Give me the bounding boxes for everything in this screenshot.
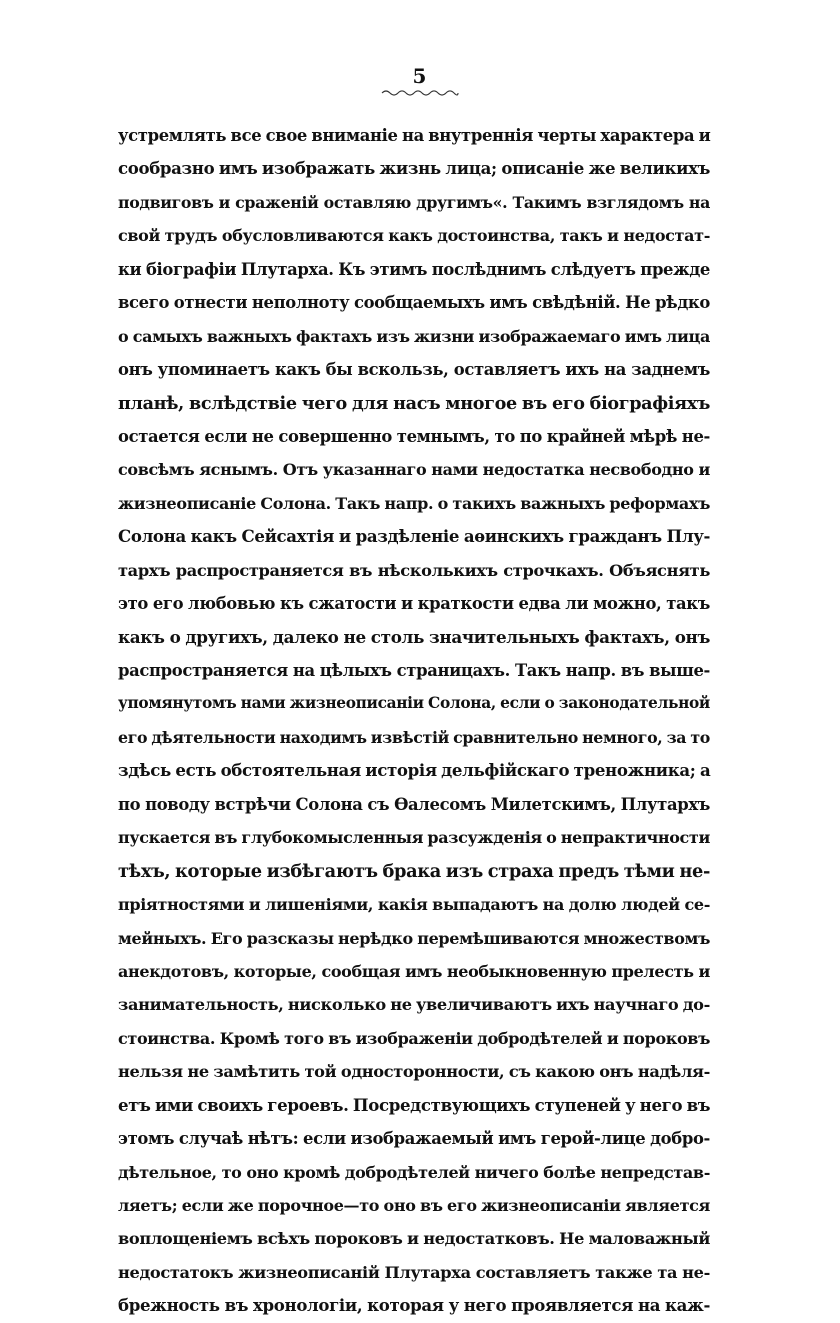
text-line: сообразно имъ изображать жизнь лица; описаніе же великихъ	[118, 158, 710, 179]
body-text	[118, 119, 710, 1323]
text-line: подвиговъ и сраженій оставляю другимъ«. Такимъ взглядомъ на	[118, 192, 710, 212]
decorative-wave-ornament	[380, 88, 460, 98]
text-line: жизнеописаніе Солона. Такъ напр. о такихъ важныхъ реформахъ	[118, 493, 710, 513]
text-line: остается если не совершенно темнымъ, то по крайней мѣрѣ не-	[118, 426, 710, 446]
text-line: упомянутомъ нами жизнеописаніи Солона, если о законодательной	[118, 694, 710, 713]
text-line: етъ ими своихъ героевъ. Посредствующихъ ступеней у него въ	[118, 1094, 711, 1115]
text-line: о самыхъ важныхъ фактахъ изъ жизни изображаемаго имъ лица	[118, 326, 710, 346]
text-line: ки біографіи Плутарха. Къ этимъ послѣднимъ слѣдуетъ прежде	[118, 259, 710, 279]
text-line: тѣхъ, которые избѣгаютъ брака изъ страха предъ тѣми не-	[118, 860, 710, 882]
text-line: всего отнести неполноту сообщаемыхъ имъ свѣдѣній. Не рѣдко	[118, 293, 710, 313]
text-line: здѣсь есть обстоятельная исторія дельфійскаго треножника; а	[118, 760, 711, 781]
text-line: онъ упоминаетъ какъ бы вскользь, оставляетъ ихъ на заднемъ	[118, 360, 710, 380]
text-line: это его любовью къ сжатости и краткости едва ли можно, такъ	[118, 594, 710, 614]
text-line: пріятностями и лишеніями, какія выпадаютъ на долю людей се-	[118, 895, 710, 915]
text-line: пускается въ глубокомысленныя разсужденія о непрактичности	[118, 828, 710, 848]
text-line: мейныхъ. Его разсказы нерѣдко перемѣшиваются множествомъ	[118, 928, 710, 948]
text-line: стоинства. Кромѣ того въ изображеніи добродѣтелей и пороковъ	[118, 1028, 710, 1048]
text-line: недостатокъ жизнеописаній Плутарха составляетъ также та не-	[118, 1262, 710, 1282]
text-line: совсѣмъ яснымъ. Отъ указаннаго нами недостатка несвободно и	[118, 460, 710, 480]
text-line: занимательность, нисколько не увеличиваютъ ихъ научнаго до-	[118, 995, 710, 1015]
text-line: по поводу встрѣчи Солона съ Ѳалесомъ Милетскимъ, Плутархъ	[118, 794, 710, 814]
text-line: дѣтельное, то оно кромѣ добродѣтелей ничего болѣе непредстав-	[118, 1162, 710, 1182]
page-number: 5	[412, 64, 428, 88]
text-line: планѣ, вслѣдствіе чего для насъ многое въ его біографіяхъ	[118, 392, 710, 414]
text-line: Солона какъ Сейсахтія и раздѣленіе аѳинскихъ гражданъ Плу-	[118, 526, 710, 547]
text-line: этомъ случаѣ нѣтъ: если изображаемый имъ герой-лице добро-	[118, 1129, 710, 1149]
text-line: свой трудъ обусловливаются какъ достоинства, такъ и недостат-	[118, 226, 710, 246]
text-line: тархъ распространяется въ нѣсколькихъ строчкахъ. Объяснять	[118, 560, 710, 580]
text-line: распространяется на цѣлыхъ страницахъ. Такъ напр. въ выше-	[118, 661, 710, 680]
text-line: анекдотовъ, которые, сообщая имъ необыкновенную прелесть и	[118, 961, 710, 981]
text-line: ляетъ; если же порочное—то оно въ его жизнеописаніи является	[118, 1196, 710, 1215]
text-line: устремлять все свое вниманіе на внутреннія черты характера и	[118, 126, 711, 145]
text-line: его дѣятельности находимъ извѣстій сравнительно немного, за то	[118, 727, 710, 747]
text-line: воплощеніемъ всѣхъ пороковъ и недостатковъ. Не маловажный	[118, 1229, 710, 1249]
text-line: нельзя не замѣтить той односторонности, съ какою онъ надѣля-	[118, 1062, 710, 1082]
text-line: брежность въ хронологіи, которая у него проявляется на каж-	[118, 1295, 710, 1316]
text-line: какъ о другихъ, далеко не столь значительныхъ фактахъ, онъ	[118, 626, 710, 647]
